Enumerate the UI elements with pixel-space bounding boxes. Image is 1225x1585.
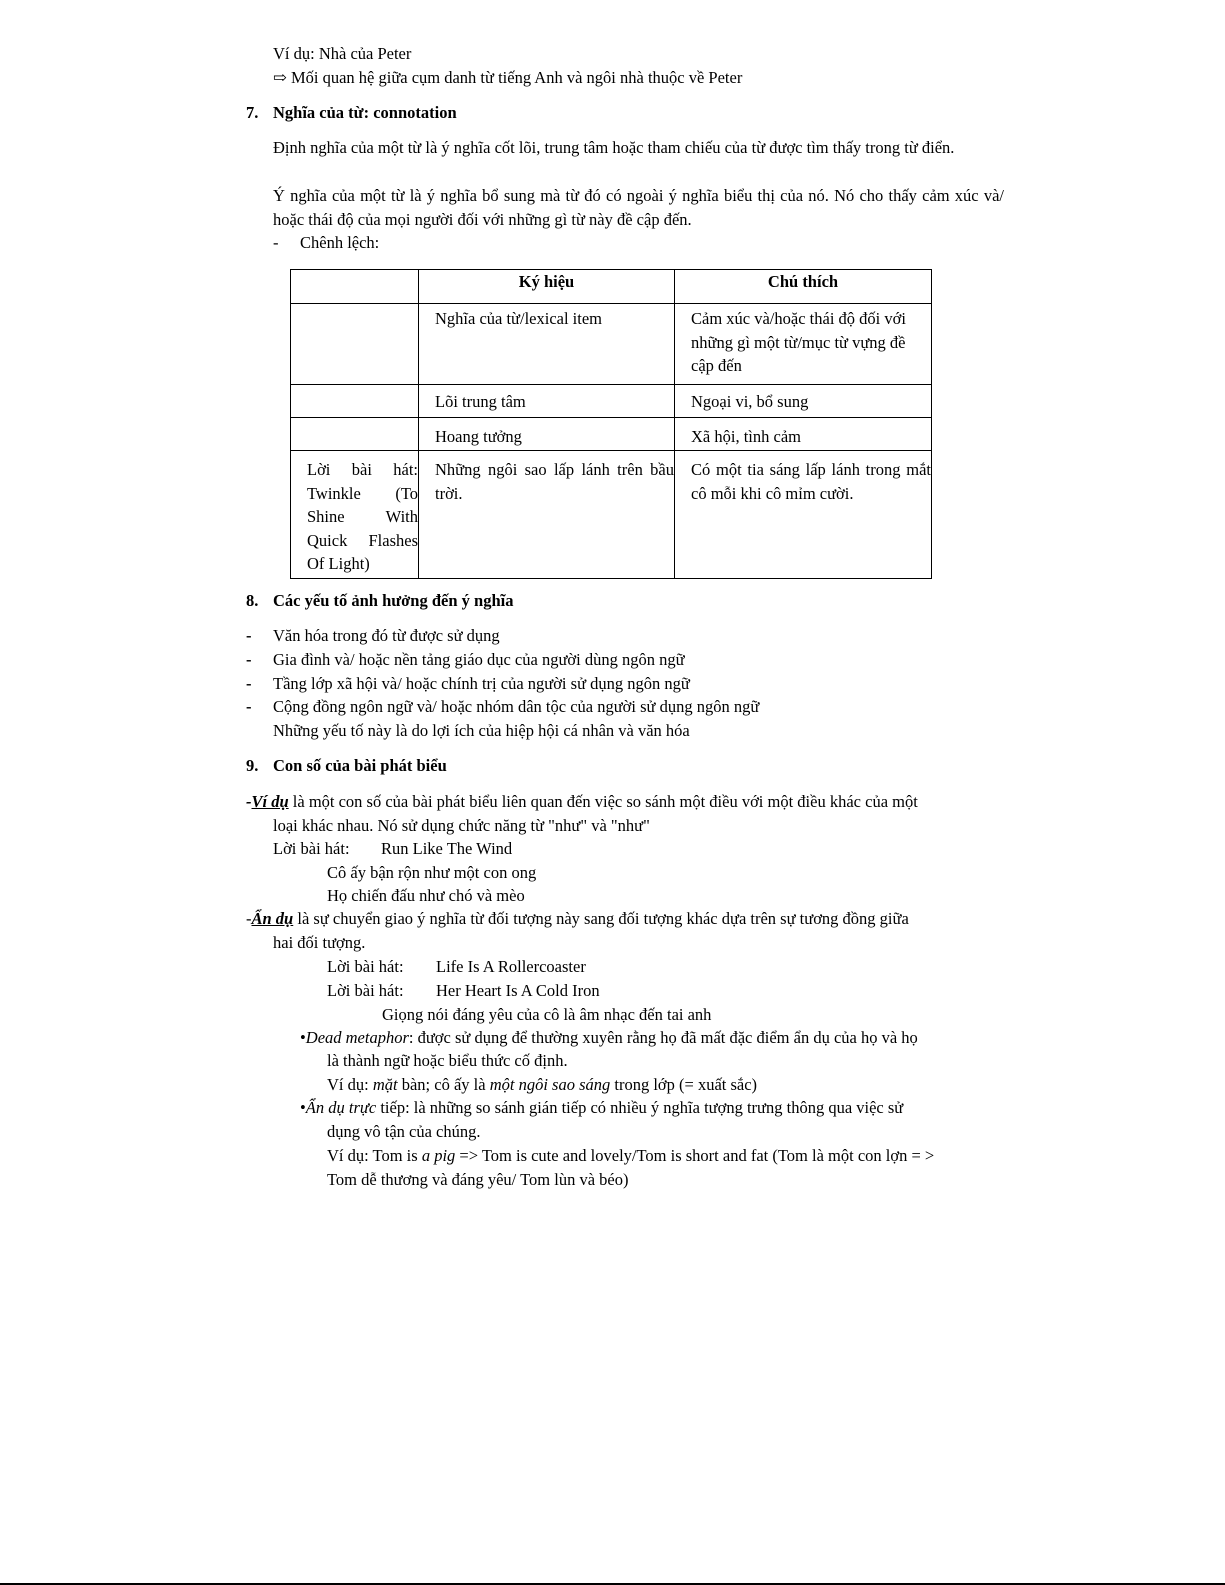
comparison-table <box>290 269 932 579</box>
metaphor-lyric-label: Lời bài hát: <box>327 957 404 976</box>
table-cell: Có một tia sáng lấp lánh trong mắt cô mỗi khi cô mỉm cười. <box>675 451 932 579</box>
simile-lyric-title: Run Like The Wind <box>381 839 513 858</box>
direct-metaphor-term: Ẩn dụ trực <box>305 1098 377 1117</box>
intro-relation-line <box>273 66 742 90</box>
list-item: Văn hóa trong đó từ được sử dụng <box>273 626 500 645</box>
direct-metaphor-example <box>327 1144 934 1168</box>
table-row <box>291 418 932 451</box>
section-8-note: Những yếu tố này là do lợi ích của hiệp hội cá nhân và văn hóa <box>273 721 690 740</box>
metaphor-lyric-label: Lời bài hát: <box>327 981 404 1000</box>
metaphor-dash: - <box>246 909 252 928</box>
metaphor-lyric-title: Her Heart Is A Cold Iron <box>436 981 600 1000</box>
example-prefix: Ví dụ: <box>327 1075 373 1094</box>
intro-example: Ví dụ: Nhà của Peter <box>273 44 412 63</box>
section-7-connotation: Ý nghĩa của một từ là ý nghĩa bổ sung mà từ đó có ngoài ý nghĩa biểu thị của nó. Nó cho thấy cảm xúc và/ hoặc thái độ của mọi người đối với những gì từ này đề cập đến. <box>273 186 1004 229</box>
direct-metaphor-line-1 <box>300 1096 903 1120</box>
table-row <box>291 385 932 418</box>
table-cell <box>291 385 419 418</box>
metaphor-lyric-line: Giọng nói đáng yêu của cô là âm nhạc đến tai anh <box>382 1005 712 1024</box>
table-header-cell: Chú thích <box>675 270 932 304</box>
metaphor-line-2: hai đối tượng. <box>273 933 366 952</box>
example-italic: a pig <box>421 1146 456 1165</box>
metaphor-text: là sự chuyển giao ý nghĩa từ đối tượng này sang đối tượng khác dựa trên sự tương đồng giữa <box>293 909 909 928</box>
dead-metaphor-text: : được sử dụng để thường xuyên rằng họ đã mất đặc điểm ẩn dụ của họ và họ <box>408 1028 918 1047</box>
table-cell: Những ngôi sao lấp lánh trên bầu trời. <box>419 451 675 579</box>
table-cell: Nghĩa của từ/lexical item <box>419 304 675 385</box>
dead-metaphor-line-1 <box>300 1026 918 1050</box>
arrow-right-icon: ⇨ <box>273 68 287 87</box>
simile-line-1 <box>246 790 918 814</box>
metaphor-term: Ẩn dụ <box>251 909 294 928</box>
section-7-definition: Định nghĩa của một từ là ý nghĩa cốt lõi, trung tâm hoặc tham chiếu của từ được tìm thấy trong từ điển. <box>273 138 955 157</box>
simile-dash: - <box>246 792 252 811</box>
example-italic: mặt <box>372 1075 398 1094</box>
table-cell: Cảm xúc và/hoặc thái độ đối với những gì một từ/mục từ vựng đề cập đến <box>675 304 932 385</box>
metaphor-lyric-title: Life Is A Rollercoaster <box>436 957 586 976</box>
list-item: Cộng đồng ngôn ngữ và/ hoặc nhóm dân tộc của người sử dụng ngôn ngữ <box>273 697 760 716</box>
list-item: Tầng lớp xã hội và/ hoặc chính trị của người sử dụng ngôn ngữ <box>273 674 690 693</box>
difference-label: Chênh lệch: <box>300 233 380 252</box>
table-cell <box>291 304 419 385</box>
table-cell: Lõi trung tâm <box>419 385 675 418</box>
section-9-number: 9. <box>246 756 259 775</box>
example-text: => Tom is cute and lovely/Tom is short and fat (Tom là một con lợn = > <box>455 1146 935 1165</box>
bullet-dash: - <box>246 674 252 693</box>
table-header-row <box>291 270 932 304</box>
dead-metaphor-line-2: là thành ngữ hoặc biểu thức cố định. <box>327 1051 568 1070</box>
section-9-title: Con số của bài phát biểu <box>273 756 447 775</box>
bullet-dash: - <box>273 233 279 252</box>
table-header-cell <box>291 270 419 304</box>
table-cell <box>291 418 419 451</box>
section-7-title: Nghĩa của từ: connotation <box>273 103 457 122</box>
simile-example: Cô ấy bận rộn như một con ong <box>327 863 537 882</box>
bullet-dash: - <box>246 650 252 669</box>
simile-example: Họ chiến đấu như chó và mèo <box>327 886 525 905</box>
section-8-number: 8. <box>246 591 259 610</box>
example-prefix: Ví dụ: Tom is <box>327 1146 422 1165</box>
section-8-title: Các yếu tố ảnh hưởng đến ý nghĩa <box>273 591 514 610</box>
metaphor-line-1 <box>246 907 909 931</box>
table-cell: Lời bài hát: Twinkle (To Shine With Quick Flashes Of Light) <box>291 451 419 579</box>
example-text: trong lớp (= xuất sắc) <box>610 1075 758 1094</box>
table-row <box>291 451 932 579</box>
table-row <box>291 304 932 385</box>
dead-metaphor-term: Dead metaphor <box>305 1028 409 1047</box>
table-cell: Xã hội, tình cảm <box>675 418 932 451</box>
simile-line-2: loại khác nhau. Nó sử dụng chức năng từ "như" và "như" <box>273 816 650 835</box>
simile-text: là một con số của bài phát biểu liên quan đến việc so sánh một điều với một điều khác của một <box>288 792 918 811</box>
direct-metaphor-example-2: Tom dễ thương và đáng yêu/ Tom lùn và béo) <box>327 1170 629 1189</box>
section-7-number: 7. <box>246 103 259 122</box>
example-italic: một ngôi sao sáng <box>489 1075 611 1094</box>
bullet-dash: - <box>246 697 252 716</box>
example-text: bàn; cô ấy là <box>397 1075 490 1094</box>
bullet-dash: - <box>246 626 252 645</box>
direct-metaphor-line-2: dụng vô tận của chúng. <box>327 1122 481 1141</box>
list-item: Gia đình và/ hoặc nền tảng giáo dục của người dùng ngôn ngữ <box>273 650 685 669</box>
intro-relation-text: Mối quan hệ giữa cụm danh từ tiếng Anh và ngôi nhà thuộc về Peter <box>290 68 743 87</box>
bullet-icon: • <box>300 1028 306 1047</box>
table-header-cell: Ký hiệu <box>419 270 675 304</box>
direct-metaphor-text: tiếp: là những so sánh gián tiếp có nhiều ý nghĩa tượng trưng thông qua việc sử <box>376 1098 904 1117</box>
simile-term: Ví dụ <box>251 792 289 811</box>
simile-lyric-label: Lời bài hát: <box>273 839 350 858</box>
table-cell: Ngoại vi, bổ sung <box>675 385 932 418</box>
table-cell: Hoang tưởng <box>419 418 675 451</box>
bullet-icon: • <box>300 1098 306 1117</box>
dead-metaphor-example <box>327 1073 757 1097</box>
